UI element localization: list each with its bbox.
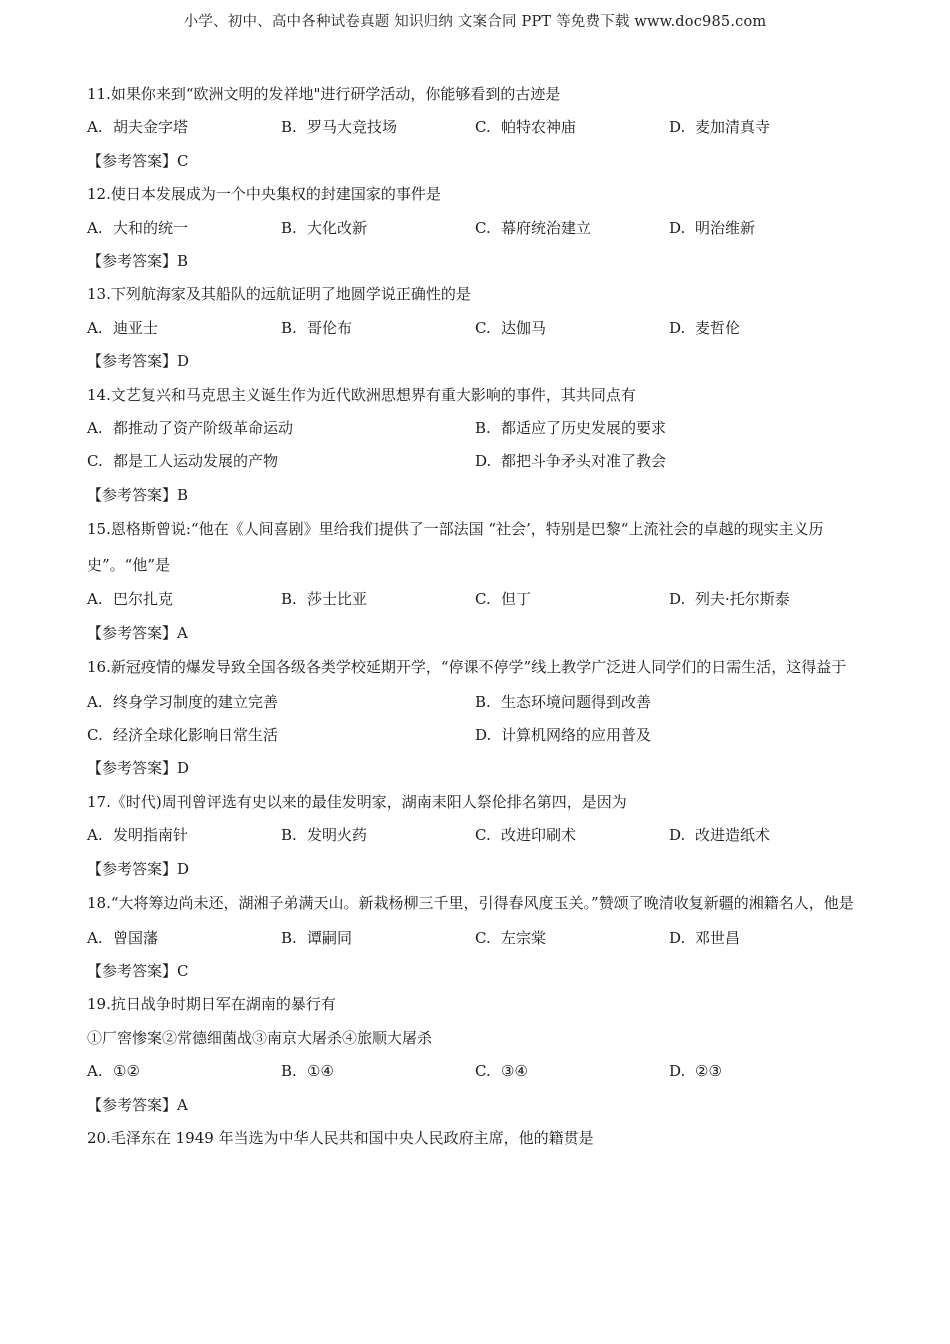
- question-11: [87, 78, 867, 178]
- options-row: [87, 312, 867, 345]
- option-a: A. 曾国藩: [87, 928, 159, 947]
- option-d: D. 列夫·托尔斯泰: [669, 590, 790, 609]
- answer-key: 【参考答案】A: [87, 1095, 188, 1114]
- option-d: D. 计算机网络的应用普及: [475, 726, 652, 744]
- option-c: C. 经济全球化影响日常生活: [87, 726, 279, 744]
- options-row: [87, 212, 867, 245]
- page-header: 小学、初中、高中各种试卷真题 知识归纳 文案合同 PPT 等免费下载 www.doc985.com: [183, 14, 767, 30]
- question-18: [87, 886, 867, 988]
- option-d: D. 改进造纸术: [669, 826, 771, 845]
- option-a: A. 发明指南针: [87, 826, 189, 845]
- option-c: C. 达伽马: [475, 318, 547, 337]
- option-a: A. 都推动了资产阶级革命运动: [87, 419, 294, 438]
- answer-key: 【参考答案】A: [87, 623, 188, 642]
- option-b: B. 生态环境问题得到改善: [475, 692, 652, 711]
- option-d: D. 都把斗争矛头对准了教会: [475, 452, 667, 471]
- question-stem: 16.新冠疫情的爆发导致全国各级各类学校延期开学，“停课不停学”线上教学广泛进人同学们的日需生活，这得益于: [87, 658, 847, 677]
- option-a: A. ①②: [87, 1062, 140, 1081]
- question-14: [87, 379, 867, 513]
- question-stem: 19.抗日战争时期日军在湖南的暴行有: [87, 995, 336, 1014]
- answer-key: 【参考答案】D: [87, 859, 190, 878]
- options-row: [87, 445, 867, 478]
- option-d: D. 麦哲伦: [669, 318, 741, 337]
- options-row: [87, 412, 867, 445]
- option-a: A. 终身学习制度的建立完善: [87, 692, 279, 711]
- option-c: C. 但丁: [475, 590, 532, 609]
- question-13: [87, 278, 867, 378]
- question-20: [87, 1122, 867, 1155]
- option-c: C. 幕府统治建立: [475, 218, 592, 237]
- option-b: B. 莎士比亚: [281, 590, 368, 609]
- question-16: [87, 650, 867, 786]
- option-a: A. 迪亚士: [87, 318, 159, 337]
- option-d: D. 明治维新: [669, 218, 756, 237]
- option-b: B. 都适应了历史发展的要求: [475, 419, 667, 438]
- options-row: [87, 583, 867, 616]
- option-c: C. 都是工人运动发展的产物: [87, 452, 279, 471]
- question-stem: 14.文艺复兴和马克思主义诞生作为近代欧洲思想界有重大影响的事件，其共同点有: [87, 385, 636, 404]
- options-row: [87, 1055, 867, 1088]
- question-stem: 13.下列航海家及其船队的远航证明了地圆学说正确性的是: [87, 285, 471, 304]
- option-b: B. ①④: [281, 1062, 334, 1081]
- option-a: A. 大和的统一: [87, 218, 189, 237]
- question-17: [87, 786, 867, 886]
- answer-key: 【参考答案】D: [87, 759, 190, 778]
- options-row: [87, 922, 867, 955]
- option-b: B. 哥伦布: [281, 318, 353, 337]
- question-12: [87, 178, 867, 278]
- option-b: B. 谭嗣同: [281, 928, 353, 947]
- question-19: [87, 988, 867, 1122]
- option-c: C. 左宗棠: [475, 928, 547, 947]
- answer-key: 【参考答案】B: [87, 252, 189, 271]
- answer-key: 【参考答案】C: [87, 961, 189, 980]
- option-d: D. ②③: [669, 1062, 722, 1081]
- answer-key: 【参考答案】C: [87, 151, 189, 170]
- question-list: [87, 78, 867, 1155]
- question-stem: 11.如果你来到“欧洲文明的发祥地"进行研学活动，你能够看到的古迹是: [87, 85, 561, 103]
- option-d: D. 邓世昌: [669, 928, 741, 947]
- option-a: A. 巴尔扎克: [87, 590, 174, 609]
- answer-key: 【参考答案】D: [87, 352, 190, 371]
- question-stem: 18.“大将筹边尚未还，湖湘子弟满天山。新栽杨柳三千里，引得春风度玉关。”赞颂了晚清收复新疆的湘籍名人，他是: [87, 894, 854, 913]
- option-b: B. 大化改新: [281, 218, 368, 237]
- option-b: B. 发明火药: [281, 826, 368, 845]
- options-row: [87, 686, 867, 719]
- option-c: C. 改进印刷术: [475, 826, 577, 845]
- question-stem: 17.《时代)周刊曾评选有史以来的最佳发明家，湖南耒阳人祭伦排名第四，是因为: [87, 792, 627, 811]
- option-c: C. ③④: [475, 1062, 528, 1081]
- answer-key: 【参考答案】B: [87, 485, 189, 504]
- options-row: [87, 111, 867, 144]
- question-stem: 12.使日本发展成为一个中央集权的封建国家的事件是: [87, 185, 441, 204]
- question-15: [87, 512, 867, 650]
- question-stem: 20.毛泽东在 1949 年当选为中华人民共和国中央人民政府主席，他的籍贯是: [87, 1128, 594, 1147]
- option-a: A. 胡夫金字塔: [87, 118, 189, 137]
- options-row: [87, 719, 867, 752]
- option-b: B. 罗马大竞技场: [281, 118, 398, 137]
- option-d: D. 麦加清真寺: [669, 118, 771, 137]
- option-c: C. 帕特农神庙: [475, 118, 577, 137]
- question-statements: ①厂窖惨案②常德细菌战③南京大屠杀④旅顺大屠杀: [87, 1028, 433, 1047]
- options-row: [87, 819, 867, 852]
- question-stem: 15.恩格斯曾说:“他在《人间喜剧》里给我们提供了一部法国 “社会’，特别是巴黎“上流社会的卓越的现实主义历史”。“他”是: [87, 520, 824, 574]
